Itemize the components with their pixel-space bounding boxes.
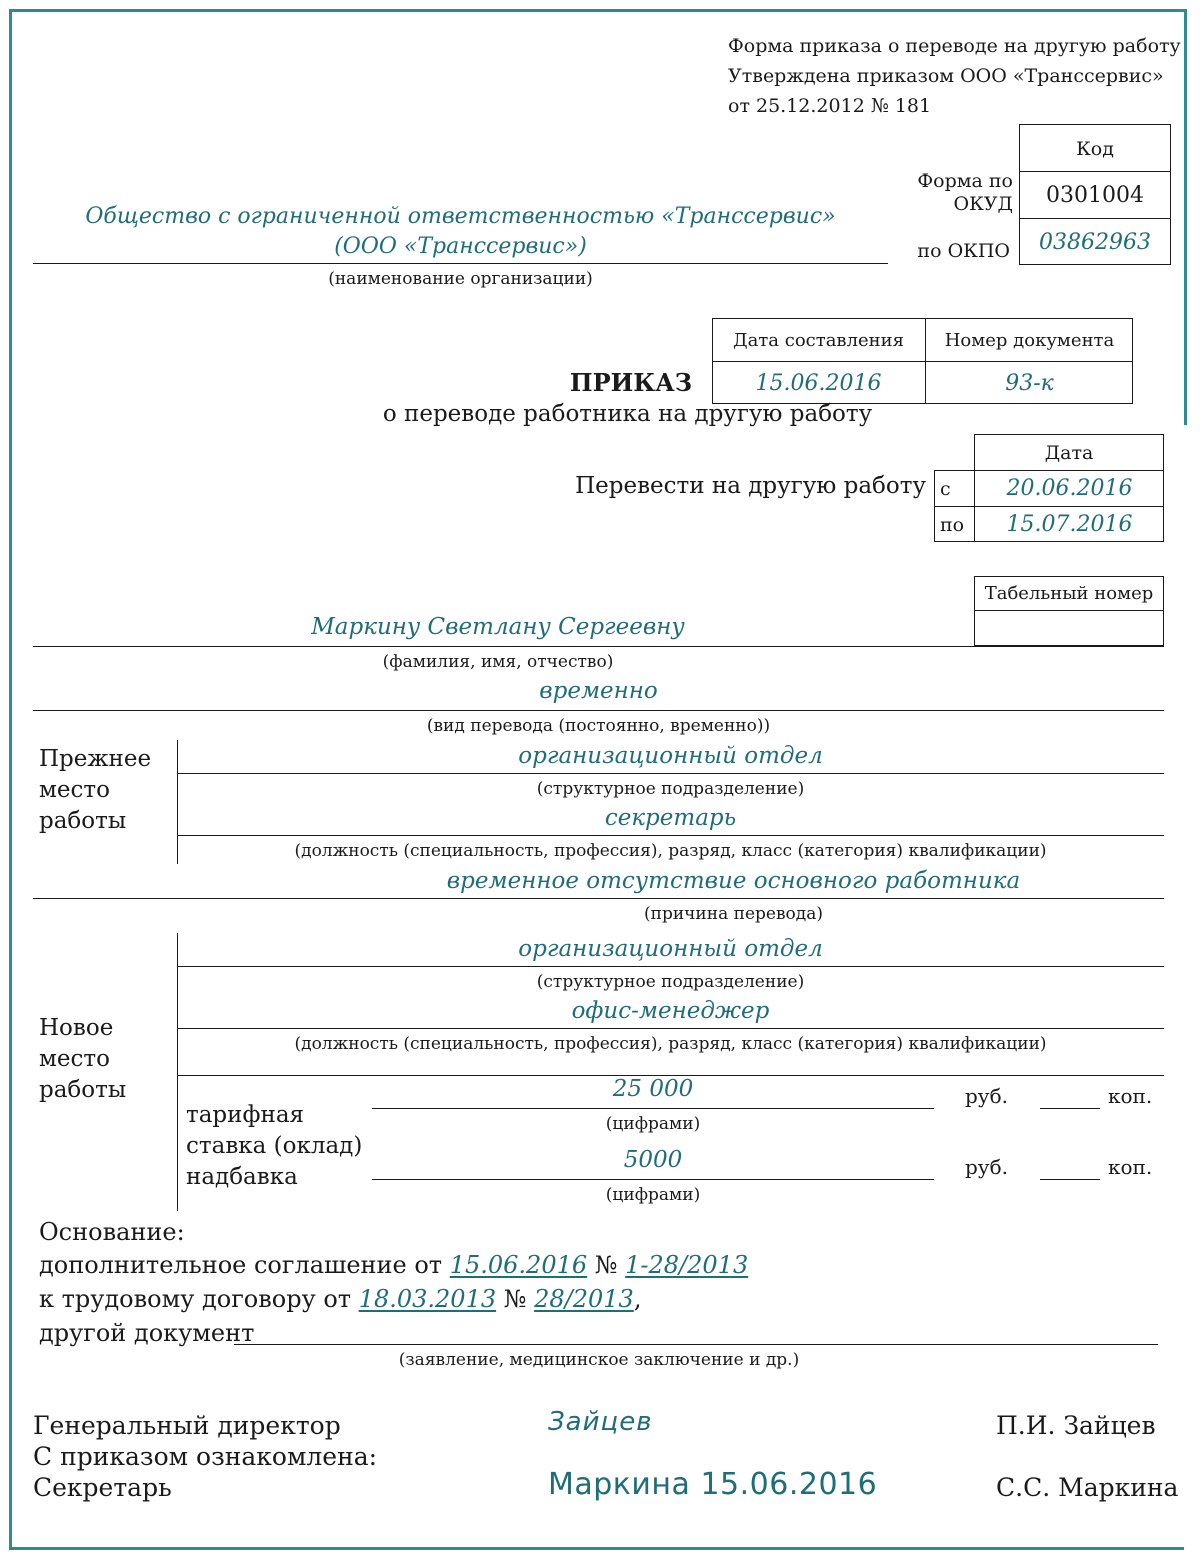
acquainted-label: С приказом ознакомлена:: [33, 1442, 378, 1471]
basis-other-label: другой документ: [39, 1319, 255, 1347]
basis-line-2: [39, 1285, 641, 1313]
date-compiled-value: 15.06.2016: [755, 370, 882, 396]
previous-place-label-2: место: [39, 777, 110, 803]
basis-title: Основание:: [39, 1218, 185, 1246]
employee-name: Маркину Светлану Сергеевну: [311, 614, 685, 640]
rate-rub-label: руб.: [965, 1084, 1008, 1108]
transfer-date-header: Дата: [1044, 441, 1094, 464]
previous-position-value: секретарь: [604, 805, 737, 831]
form-note-line-2: Утверждена приказом ООО «Транссервис»: [728, 65, 1164, 87]
employee-signature: Маркина 15.06.2016: [548, 1467, 878, 1502]
previous-place-label-3: работы: [39, 808, 127, 834]
transfer-to-date: 15.07.2016: [1006, 512, 1133, 537]
agreement-number: 1-28/2013: [625, 1251, 749, 1279]
okpo-label: по ОКПО: [917, 240, 1010, 262]
transfer-type-value: временно: [539, 678, 658, 704]
director-name: П.И. Зайцев: [996, 1411, 1156, 1440]
okud-label-2: ОКУД: [953, 193, 1013, 215]
okud-label-1: Форма по: [917, 170, 1013, 192]
organization-name-line-2: (ООО «Транссервис»): [334, 234, 587, 259]
transfer-type-caption: (вид перевода (постоянно, временно)): [426, 716, 771, 736]
organization-name-line-1: Общество с ограниченной ответственностью «Транссервис»: [85, 204, 836, 229]
order-subtitle: о переводе работника на другую работу: [382, 401, 873, 427]
previous-position-caption: (должность (специальность, профессия), разряд, класс (категория) квалификации): [294, 841, 1047, 861]
bonus-digits-caption: (цифрами): [605, 1185, 701, 1205]
new-department-value: организационный отдел: [518, 936, 823, 962]
personnel-number-value: [974, 611, 1164, 646]
rate-value: 25 000: [612, 1076, 694, 1102]
new-place-label-2: место: [39, 1046, 110, 1072]
previous-department-caption: (структурное подразделение): [536, 779, 805, 799]
new-position-caption: (должность (специальность, профессия), разряд, класс (категория) квалификации): [294, 1034, 1047, 1054]
bonus-rub-label: руб.: [965, 1155, 1008, 1179]
contract-date: 18.03.2013: [358, 1285, 497, 1313]
previous-place-label-1: Прежнее: [39, 746, 152, 772]
order-title: ПРИКАЗ: [569, 368, 692, 397]
date-compiled-header: Дата составления: [732, 329, 905, 351]
basis-contract-prefix: к трудовому договору от: [39, 1285, 352, 1313]
new-department-caption: (структурное подразделение): [536, 972, 805, 992]
form-note-line-1: Форма приказа о переводе на другую работу: [728, 35, 1181, 57]
employee-title: Секретарь: [33, 1473, 172, 1502]
transfer-from-label: с: [940, 477, 951, 500]
bonus-label: надбавка: [186, 1164, 298, 1190]
transfer-from-date: 20.06.2016: [1006, 476, 1133, 501]
organization-caption: (наименование организации): [328, 269, 593, 289]
rate-kop-label: коп.: [1108, 1084, 1153, 1108]
new-place-label-1: Новое: [39, 1015, 114, 1041]
director-title: Генеральный директор: [33, 1411, 341, 1440]
contract-number: 28/2013: [534, 1285, 634, 1313]
rate-label-1: тарифная: [186, 1102, 305, 1128]
basis-comma: ,: [633, 1285, 642, 1313]
code-header: Код: [1076, 137, 1114, 160]
new-position-value: офис-менеджер: [571, 998, 770, 1024]
employee-name-signature: С.С. Маркина: [996, 1473, 1179, 1502]
rate-label-2: ставка (оклад): [186, 1133, 363, 1159]
document-number-value: 93-к: [1005, 370, 1054, 396]
contract-number-sign: №: [503, 1285, 527, 1313]
agreement-number-sign: №: [594, 1251, 618, 1279]
basis-other-caption: (заявление, медицинское заключение и др.): [398, 1350, 800, 1370]
transfer-to-label: по: [940, 513, 965, 536]
transfer-reason-caption: (причина перевода): [644, 904, 823, 924]
agreement-date: 15.06.2016: [449, 1251, 588, 1279]
basis-agreement-prefix: дополнительное соглашение от: [39, 1251, 443, 1279]
rate-digits-caption: (цифрами): [605, 1114, 701, 1134]
director-signature: Зайцев: [548, 1407, 653, 1437]
basis-line-1: [39, 1251, 748, 1279]
personnel-number-header: Табельный номер: [984, 583, 1154, 604]
bonus-kop-label: коп.: [1108, 1155, 1153, 1179]
employee-name-caption: (фамилия, имя, отчество): [382, 652, 614, 672]
new-place-label-3: работы: [39, 1077, 127, 1103]
document-number-header: Номер документа: [944, 329, 1115, 351]
transfer-label: Перевести на другую работу: [575, 473, 926, 499]
okpo-value: 03862963: [1039, 229, 1151, 255]
transfer-reason-value: временное отсутствие основного работника: [446, 868, 1021, 894]
okud-value: 0301004: [1046, 182, 1144, 208]
form-note-line-3: от 25.12.2012 № 181: [728, 95, 932, 117]
previous-department-value: организационный отдел: [518, 743, 823, 769]
bonus-value: 5000: [623, 1147, 683, 1173]
